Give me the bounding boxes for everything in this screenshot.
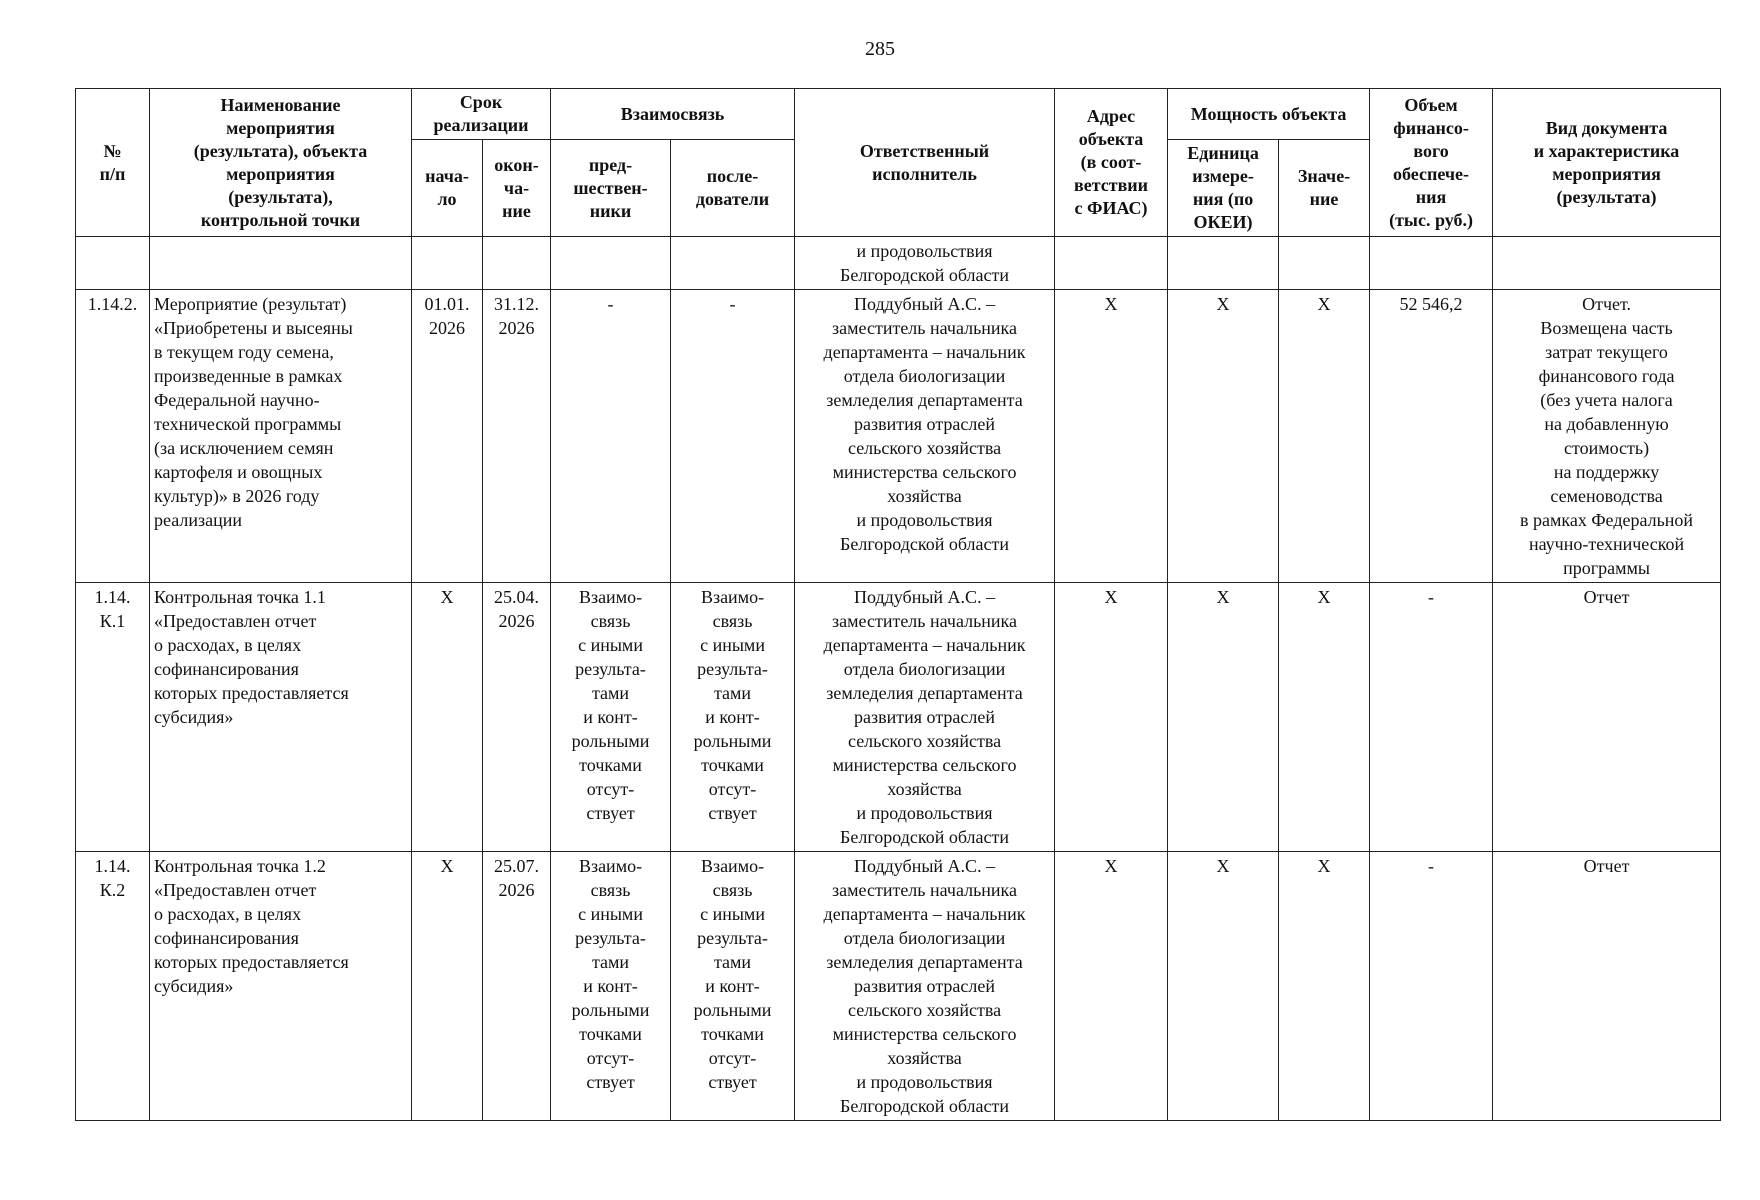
start-cell: 01.01. 2026 [412, 290, 483, 583]
start-cell: X [412, 852, 483, 1121]
end-cell: 25.07. 2026 [483, 852, 551, 1121]
predecessors-cell: Взаимо- связь с иными результа- тами и конт- рольными точками отсут- ствует [551, 583, 671, 852]
num-cell: 1.14. К.1 [76, 583, 150, 852]
table-cell [551, 237, 671, 290]
name-cell: Мероприятие (результат) «Приобретены и высеяны в текущем году семена, произведенные в рамках Федеральной научно- технической программы (за исключением семян картофеля и овощных культур)» в 2026 году реализации [150, 290, 412, 583]
unit-cell: X [1168, 583, 1279, 852]
unit-cell: X [1168, 290, 1279, 583]
table-cell [1168, 237, 1279, 290]
header-executor: Ответственный исполнитель [795, 89, 1055, 237]
address-cell: X [1055, 583, 1168, 852]
successors-cell: Взаимо- связь с иными результа- тами и конт- рольными точками отсут- ствует [671, 583, 795, 852]
table-cell [150, 237, 412, 290]
num-cell: 1.14.2. [76, 290, 150, 583]
table-cell [1055, 237, 1168, 290]
executor-cell: Поддубный А.С. – заместитель начальника департамента – начальник отдела биологизации земледелия департамента развития отраслей сельского хозяйства министерства сельского хозяйства и продовольствия Белгородской области [795, 852, 1055, 1121]
header-doc: Вид документа и характеристика мероприятия (результата) [1493, 89, 1721, 237]
header-capacity: Мощность объекта [1168, 89, 1370, 140]
header-predecessors: пред- шествен- ники [551, 140, 671, 237]
header-term-end: окон- ча- ние [483, 140, 551, 237]
doc-cell: Отчет [1493, 583, 1721, 852]
table-row [76, 852, 1721, 1121]
value-cell: X [1279, 583, 1370, 852]
table-row [76, 583, 1721, 852]
doc-cell: Отчет [1493, 852, 1721, 1121]
header-address: Адрес объекта (в соот- ветствии с ФИАС) [1055, 89, 1168, 237]
header-value: Значе- ние [1279, 140, 1370, 237]
num-cell: 1.14. К.2 [76, 852, 150, 1121]
doc-cell: Отчет. Возмещена часть затрат текущего финансового года (без учета налога на добавленную стоимость) на поддержку семеноводства в рамках Федеральной научно-технической программы [1493, 290, 1721, 583]
page-number: 285 [865, 38, 895, 60]
unit-cell: X [1168, 852, 1279, 1121]
table-cell [412, 237, 483, 290]
table-cell [1493, 237, 1721, 290]
header-successors: после- дователи [671, 140, 795, 237]
value-cell: X [1279, 290, 1370, 583]
predecessors-cell: - [551, 290, 671, 583]
table-cell [76, 237, 150, 290]
table-cell [1370, 237, 1493, 290]
header-unit: Единица измере- ния (по ОКЕИ) [1168, 140, 1279, 237]
funding-cell: 52 546,2 [1370, 290, 1493, 583]
header-funding: Объем финансо- вого обеспече- ния (тыс. руб.) [1370, 89, 1493, 237]
successors-cell: - [671, 290, 795, 583]
end-cell: 31.12. 2026 [483, 290, 551, 583]
table-row [76, 290, 1721, 583]
name-cell: Контрольная точка 1.2 «Предоставлен отчет о расходах, в целях софинансирования которых предоставляется субсидия» [150, 852, 412, 1121]
executor-cell: Поддубный А.С. – заместитель начальника департамента – начальник отдела биологизации земледелия департамента развития отраслей сельского хозяйства министерства сельского хозяйства и продовольствия Белгородской области [795, 290, 1055, 583]
address-cell: X [1055, 290, 1168, 583]
value-cell: X [1279, 852, 1370, 1121]
header-name: Наименование мероприятия (результата), объекта мероприятия (результата), контрольной точки [150, 89, 412, 237]
funding-cell: - [1370, 583, 1493, 852]
executor-cell: и продовольствия Белгородской области [795, 237, 1055, 290]
header-num: № п/п [76, 89, 150, 237]
name-cell: Контрольная точка 1.1 «Предоставлен отчет о расходах, в целях софинансирования которых предоставляется субсидия» [150, 583, 412, 852]
table-row-continuation [76, 237, 1721, 290]
address-cell: X [1055, 852, 1168, 1121]
table-cell [1279, 237, 1370, 290]
end-cell: 25.04. 2026 [483, 583, 551, 852]
header-term: Срок реализации [412, 89, 551, 140]
executor-cell: Поддубный А.С. – заместитель начальника департамента – начальник отдела биологизации земледелия департамента развития отраслей сельского хозяйства министерства сельского хозяйства и продовольствия Белгородской области [795, 583, 1055, 852]
funding-cell: - [1370, 852, 1493, 1121]
plan-table [75, 88, 1721, 1121]
table-header [76, 89, 1721, 237]
header-term-start: нача- ло [412, 140, 483, 237]
table-cell [483, 237, 551, 290]
table-cell [671, 237, 795, 290]
start-cell: X [412, 583, 483, 852]
successors-cell: Взаимо- связь с иными результа- тами и конт- рольными точками отсут- ствует [671, 852, 795, 1121]
header-relation: Взаимосвязь [551, 89, 795, 140]
predecessors-cell: Взаимо- связь с иными результа- тами и конт- рольными точками отсут- ствует [551, 852, 671, 1121]
